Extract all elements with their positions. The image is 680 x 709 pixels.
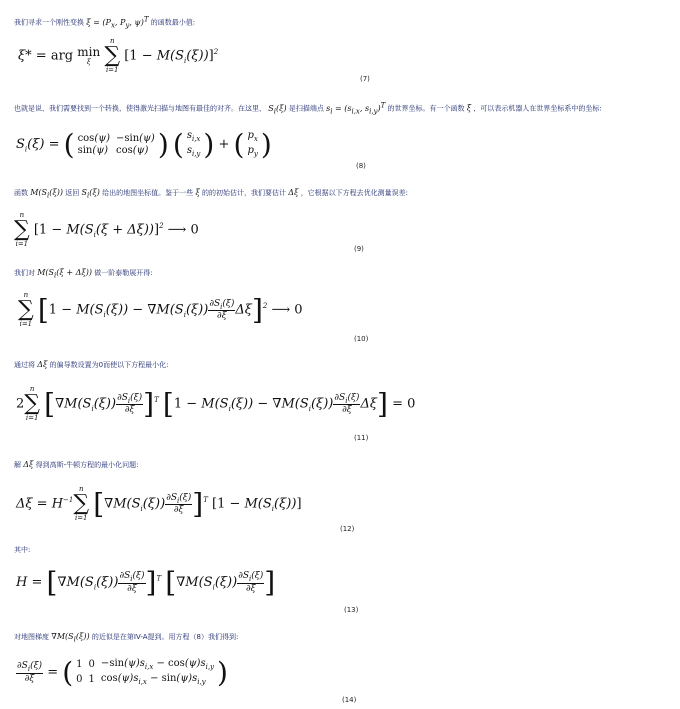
paragraph-7: [14, 545, 30, 555]
p2-text-a: 也就是说，我们需要找到一个转换，使得激光扫描与地图有最佳的对齐。在这里，: [14, 104, 266, 113]
p3-text-c: 给出的地图坐标值。鉴于一些: [102, 189, 194, 197]
paragraph-2: 也就是说，我们需要找到一个转换，使得激光扫描与地图有最佳的对齐。在这里， $S_i(\xi)$ 是扫描端点 $s_i = (s_{i,x}$, $s_{i,y})^T$ 的世界坐标。有一个函数 ξ ，可以表示机器人在世界坐标系中的坐标:: [14, 101, 602, 116]
p3-text-b: 返回: [65, 189, 80, 197]
p6-text-b: 得到高斯-牛顿方程的最小化问题:: [35, 461, 139, 469]
eq-number-7: (7): [360, 75, 370, 83]
eq-number-11: (11): [354, 434, 369, 442]
p3-text-e: ，它根据以下方程去优化测量误差:: [300, 189, 409, 197]
eq-number-14: (14): [342, 696, 357, 704]
equation-9: n ∑ i=1 $[1 - M(S_i(\xi + \Delta\xi))]^2$ ⟶ 0: [14, 211, 199, 248]
p6-text-a: 解: [14, 461, 21, 469]
p8-text-a: 对地图梯度: [14, 633, 49, 641]
eq-number-13: (13): [344, 606, 359, 614]
eq-number-8: (8): [356, 162, 366, 170]
p4-text-b: 做一阶泰勒展开得:: [94, 269, 153, 277]
xi-definition: $\xi = (P_x$, $P_y$, ψ)$^T$: [86, 15, 149, 30]
equation-10: n ∑ i=1 [$1 - M(S_i(\xi)) - \nabla M(S_i(\xi))$ $\frac{\partial S_i(\xi)}{\partial\xi}$ Δξ]$^2$ ⟶ 0: [18, 291, 303, 328]
p1-text-a: 我们寻求一个刚性变换: [14, 18, 84, 27]
equation-8: $S_i(\xi)$ = ( cos(ψ) −sin(ψ) sin(ψ) cos(ψ) ) ( $s_{i,x}$ $s_{i,y}$ ) + ( $p_x$ $p_y$ ): [16, 128, 272, 161]
paragraph-6: 解 Δξ 得到高斯-牛顿方程的最小化问题:: [14, 460, 139, 469]
paragraph-8: 对地图梯度 $\nabla M(S_i(\xi))$ 的近似是在第IV-A提到。用方程（8）我们得到:: [14, 632, 239, 644]
eq-number-12: (12): [340, 525, 355, 533]
paragraph-5: 通过将 Δξ 的偏导数设置为0而使以下方程最小化:: [14, 360, 169, 369]
equation-12: $\Delta\xi = H^{-1}$ n ∑ i=1 [$\nabla M(S_i(\xi))$ $\frac{\partial S_i(\xi)}{\partial\xi}$ ]$^T$ $[1 - M(S_i(\xi))]$: [16, 485, 302, 522]
p8-text-b: 的近似是在第IV-A提到。用方程（8）我们得到:: [91, 633, 239, 641]
equation-13: $H = [\nabla M(S_i(\xi))$ $\frac{\partial S_i(\xi)}{\partial\xi}$ ]$^T$ [$\nabla M(S_i(\xi))$ $\frac{\partial S_i(\xi)}{\partial\xi}$ ]: [16, 566, 276, 599]
p2-text-c: 的世界坐标。有一个函数: [387, 104, 465, 113]
p5-text-b: 的偏导数设置为0而使以下方程最小化:: [49, 361, 169, 369]
eq-number-9: (9): [354, 245, 364, 253]
paragraph-3: 函数 $M(S_i(\xi))$ 返回 $S_i(\xi)$ 给出的地图坐标值。鉴于一些 ξ 的的初始估计，我们要估计 Δξ ，它根据以下方程去优化测量误差:: [14, 188, 409, 200]
p3-text-a: 函数: [14, 189, 28, 197]
p4-text-a: 我们对: [14, 269, 35, 277]
p2-text-b: 是扫描端点: [288, 104, 324, 113]
equation-14: $\frac{\partial S_i(\xi)}{\partial\xi}$ = ( 1 0 $-\sin(\psi)s_{i,x} - \cos(\psi)s_{i,y}$ 0 1 $\cos(\psi)s_{i,x} - \sin(\psi)s_{i,y}$ ): [17, 656, 228, 689]
p3-text-d: 的的初始估计，我们要估计: [202, 189, 287, 197]
p5-text-a: 通过将: [14, 361, 35, 369]
paragraph-1: [14, 14, 195, 30]
equation-7: ξ* = arg min ξ n ∑ i=1 $[1 - M(S_i(\xi))]^2$: [18, 37, 219, 74]
p7-text-a: 其中:: [14, 546, 31, 554]
equation-11: 2 n ∑ i=1 [$\nabla M(S_i(\xi))$ $\frac{\partial S_i(\xi)}{\partial\xi}$ ]$^T$ [$1 - M(S_i(\xi)) - \nabla M(S_i(\xi))$ $\frac{\partial S_i(\xi)}{\partial\xi}$ Δξ] = 0: [16, 385, 416, 422]
p1-text-c: 的函数最小值:: [150, 18, 196, 27]
eq-number-10: (10): [354, 335, 369, 343]
paragraph-4: 我们对 $M(S_i(\xi + \Delta\xi))$ 做一阶泰勒展开得:: [14, 268, 153, 280]
p2-text-d: ，可以表示机器人在世界坐标系中的坐标:: [473, 104, 602, 113]
